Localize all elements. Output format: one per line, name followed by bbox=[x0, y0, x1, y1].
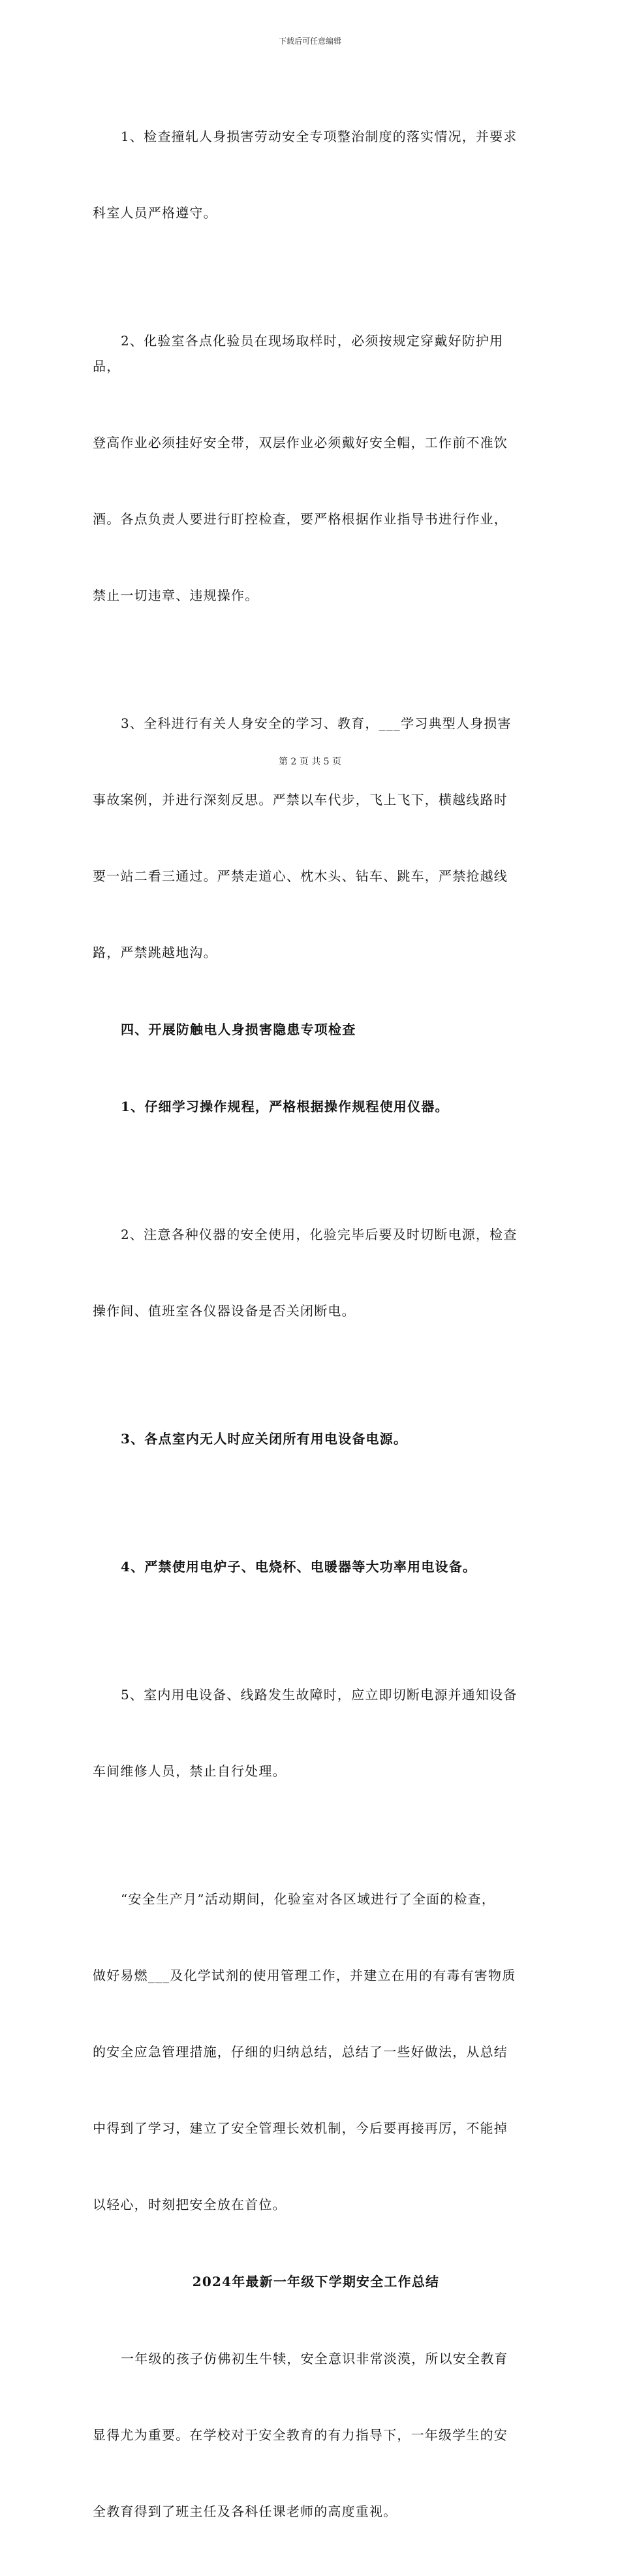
paragraph-line: 3、各点室内无人时应关闭所有用电设备电源。 bbox=[121, 1431, 408, 1447]
paragraph-line: 路，严禁跳越地沟。 bbox=[93, 945, 217, 960]
document-title: 2024年最新一年级下学期安全工作总结 bbox=[192, 2274, 440, 2289]
paragraph-line: 中得到了学习，建立了安全管理长效机制，今后要再接再厉，不能掉 bbox=[93, 2120, 508, 2136]
paragraph-line: 5、室内用电设备、线路发生故障时，应立即切断电源并通知设备 bbox=[121, 1687, 518, 1703]
paragraph-line: 科室人员严格遵守。 bbox=[93, 205, 217, 221]
document-body bbox=[93, 73, 527, 2576]
paragraph-line: 要一站二看三通过。严禁走道心、枕木头、钻车、跳车，严禁抢越线 bbox=[93, 868, 508, 884]
paragraph-line: 做好易燃___及化学试剂的使用管理工作，并建立在用的有毒有害物质 bbox=[93, 1968, 516, 1983]
paragraph-bold-3 bbox=[93, 1375, 527, 1503]
paragraph-3 bbox=[93, 660, 527, 1016]
paragraph-line: 1、检查撞轧人身损害劳动安全专项整治制度的落实情况，并要求 bbox=[121, 129, 518, 144]
paragraph-line: 2、化验室各点化验员在现场取样时，必须按规定穿戴好防护用品， bbox=[93, 333, 504, 374]
paragraph-line: 操作间、值班室各仪器设备是否关闭断电。 bbox=[93, 1303, 356, 1319]
paragraph-5 bbox=[93, 1631, 527, 1835]
paragraph-line: 一年级的孩子仿佛初生牛犊，安全意识非常淡漠，所以安全教育 bbox=[121, 2351, 508, 2366]
paragraph-line: 车间维修人员，禁止自行处理。 bbox=[93, 1763, 287, 1779]
page-header-note: 下载后可任意编辑 bbox=[278, 37, 341, 46]
paragraph-line: 禁止一切违章、违规操作。 bbox=[93, 588, 259, 603]
paragraph-line: 酒。各点负责人要进行盯控检查，要严格根据作业指导书进行作业， bbox=[93, 511, 508, 527]
paragraph-line: 4、严禁使用电炉子、电烧杯、电暖器等大功率用电设备。 bbox=[121, 1559, 477, 1575]
paragraph-line: 全教育得到了班主任及各科任课老师的高度重视。 bbox=[93, 2504, 397, 2519]
paragraph-line: 2、注意各种仪器的安全使用，化验完毕后要及时切断电源，检查 bbox=[121, 1227, 518, 1242]
paragraph-2 bbox=[93, 277, 527, 659]
paragraph-4 bbox=[93, 1171, 527, 1375]
paragraph-1 bbox=[93, 73, 527, 277]
paragraph-line: 以轻心，时刻把安全放在首位。 bbox=[93, 2197, 287, 2212]
section-heading: 四、开展防触电人身损害隐患专项检查 bbox=[121, 1022, 356, 1037]
paragraph-line: 事故案例，并进行深刻反思。严禁以车代步，飞上飞下，横越线路时 bbox=[93, 792, 508, 808]
paragraph-bold-1 bbox=[93, 1043, 527, 1170]
paragraph-line: 显得尤为重要。在学校对于安全教育的有力指导下，一年级学生的安 bbox=[93, 2427, 508, 2443]
paragraph-intro bbox=[93, 2295, 527, 2575]
page-number: 第 2 页 共 5 页 bbox=[278, 757, 342, 767]
paragraph-bold-4 bbox=[93, 1503, 527, 1631]
paragraph-line: 1、仔细学习操作规程，严格根据操作规程使用仪器。 bbox=[121, 1099, 449, 1114]
paragraph-summary bbox=[93, 1836, 527, 2269]
paragraph-line: “安全生产月”活动期间，化验室对各区域进行了全面的检查， bbox=[121, 1891, 496, 1907]
paragraph-line: 的安全应急管理措施，仔细的归纳总结，总结了一些好做法，从总结 bbox=[93, 2044, 508, 2060]
paragraph-line: 3、全科进行有关人身安全的学习、教育，___学习典型人身损害 bbox=[121, 715, 512, 731]
paragraph-line: 登高作业必须挂好安全带，双层作业必须戴好安全帽，工作前不准饮 bbox=[93, 435, 508, 450]
